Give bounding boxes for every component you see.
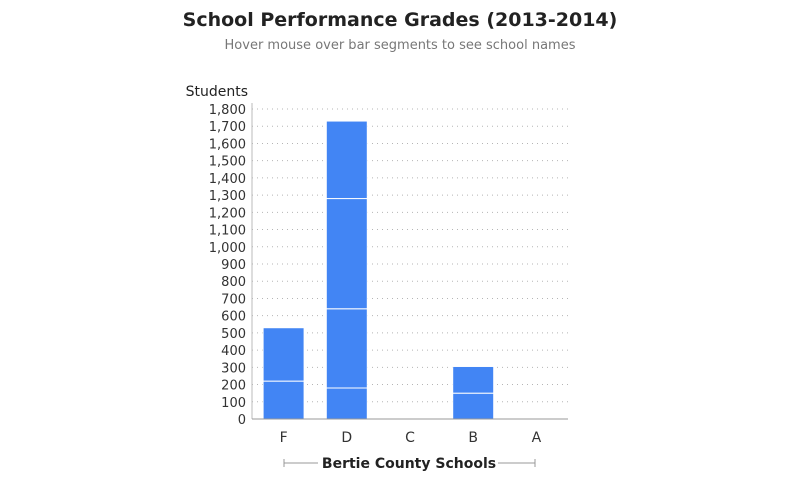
bar-segment-F-2[interactable]	[263, 328, 304, 381]
bar-segment-B-1[interactable]	[453, 393, 494, 419]
x-axis-label: Bertie County Schools	[321, 456, 497, 472]
y-tick-label: 1,300	[208, 189, 246, 205]
x-tick-label-D: D	[341, 430, 353, 446]
y-tick-label: 1,700	[208, 120, 246, 136]
y-tick-label: 1,600	[208, 137, 246, 153]
y-axis-label: Students	[185, 84, 248, 100]
y-tick-label: 500	[221, 326, 246, 342]
y-tick-label: 100	[221, 395, 246, 411]
y-tick-label: 300	[221, 361, 246, 377]
x-tick-label-A: A	[531, 430, 542, 446]
y-tick-label: 1,400	[208, 171, 246, 187]
y-tick-label: 1,800	[208, 103, 246, 118]
bar-segment-F-1[interactable]	[263, 381, 304, 419]
bar-segment-D-1[interactable]	[326, 388, 367, 419]
y-tick-label: 800	[221, 275, 246, 291]
y-tick-label: 200	[221, 378, 246, 394]
x-tick-label-B: B	[468, 430, 479, 446]
bar-segment-B-2[interactable]	[453, 366, 494, 393]
y-tick-label: 1,100	[208, 223, 246, 239]
y-tick-label: 600	[221, 309, 246, 325]
y-tick-label: 700	[221, 292, 246, 308]
x-tick-label-C: C	[405, 430, 415, 446]
y-tick-label: 1,500	[208, 154, 246, 170]
chart-subtitle: Hover mouse over bar segments to see school names	[224, 38, 576, 53]
x-tick-label-F: F	[279, 430, 288, 446]
chart-title: School Performance Grades (2013-2014)	[182, 9, 618, 31]
bar-segment-D-3[interactable]	[326, 199, 367, 309]
bar-segment-D-4[interactable]	[326, 121, 367, 199]
y-tick-label: 1,000	[208, 240, 246, 256]
y-tick-label: 1,200	[208, 206, 246, 222]
y-tick-label: 900	[221, 258, 246, 273]
y-tick-label: 0	[237, 413, 246, 428]
bar-segment-D-2[interactable]	[326, 309, 367, 388]
y-tick-label: 400	[221, 344, 246, 360]
